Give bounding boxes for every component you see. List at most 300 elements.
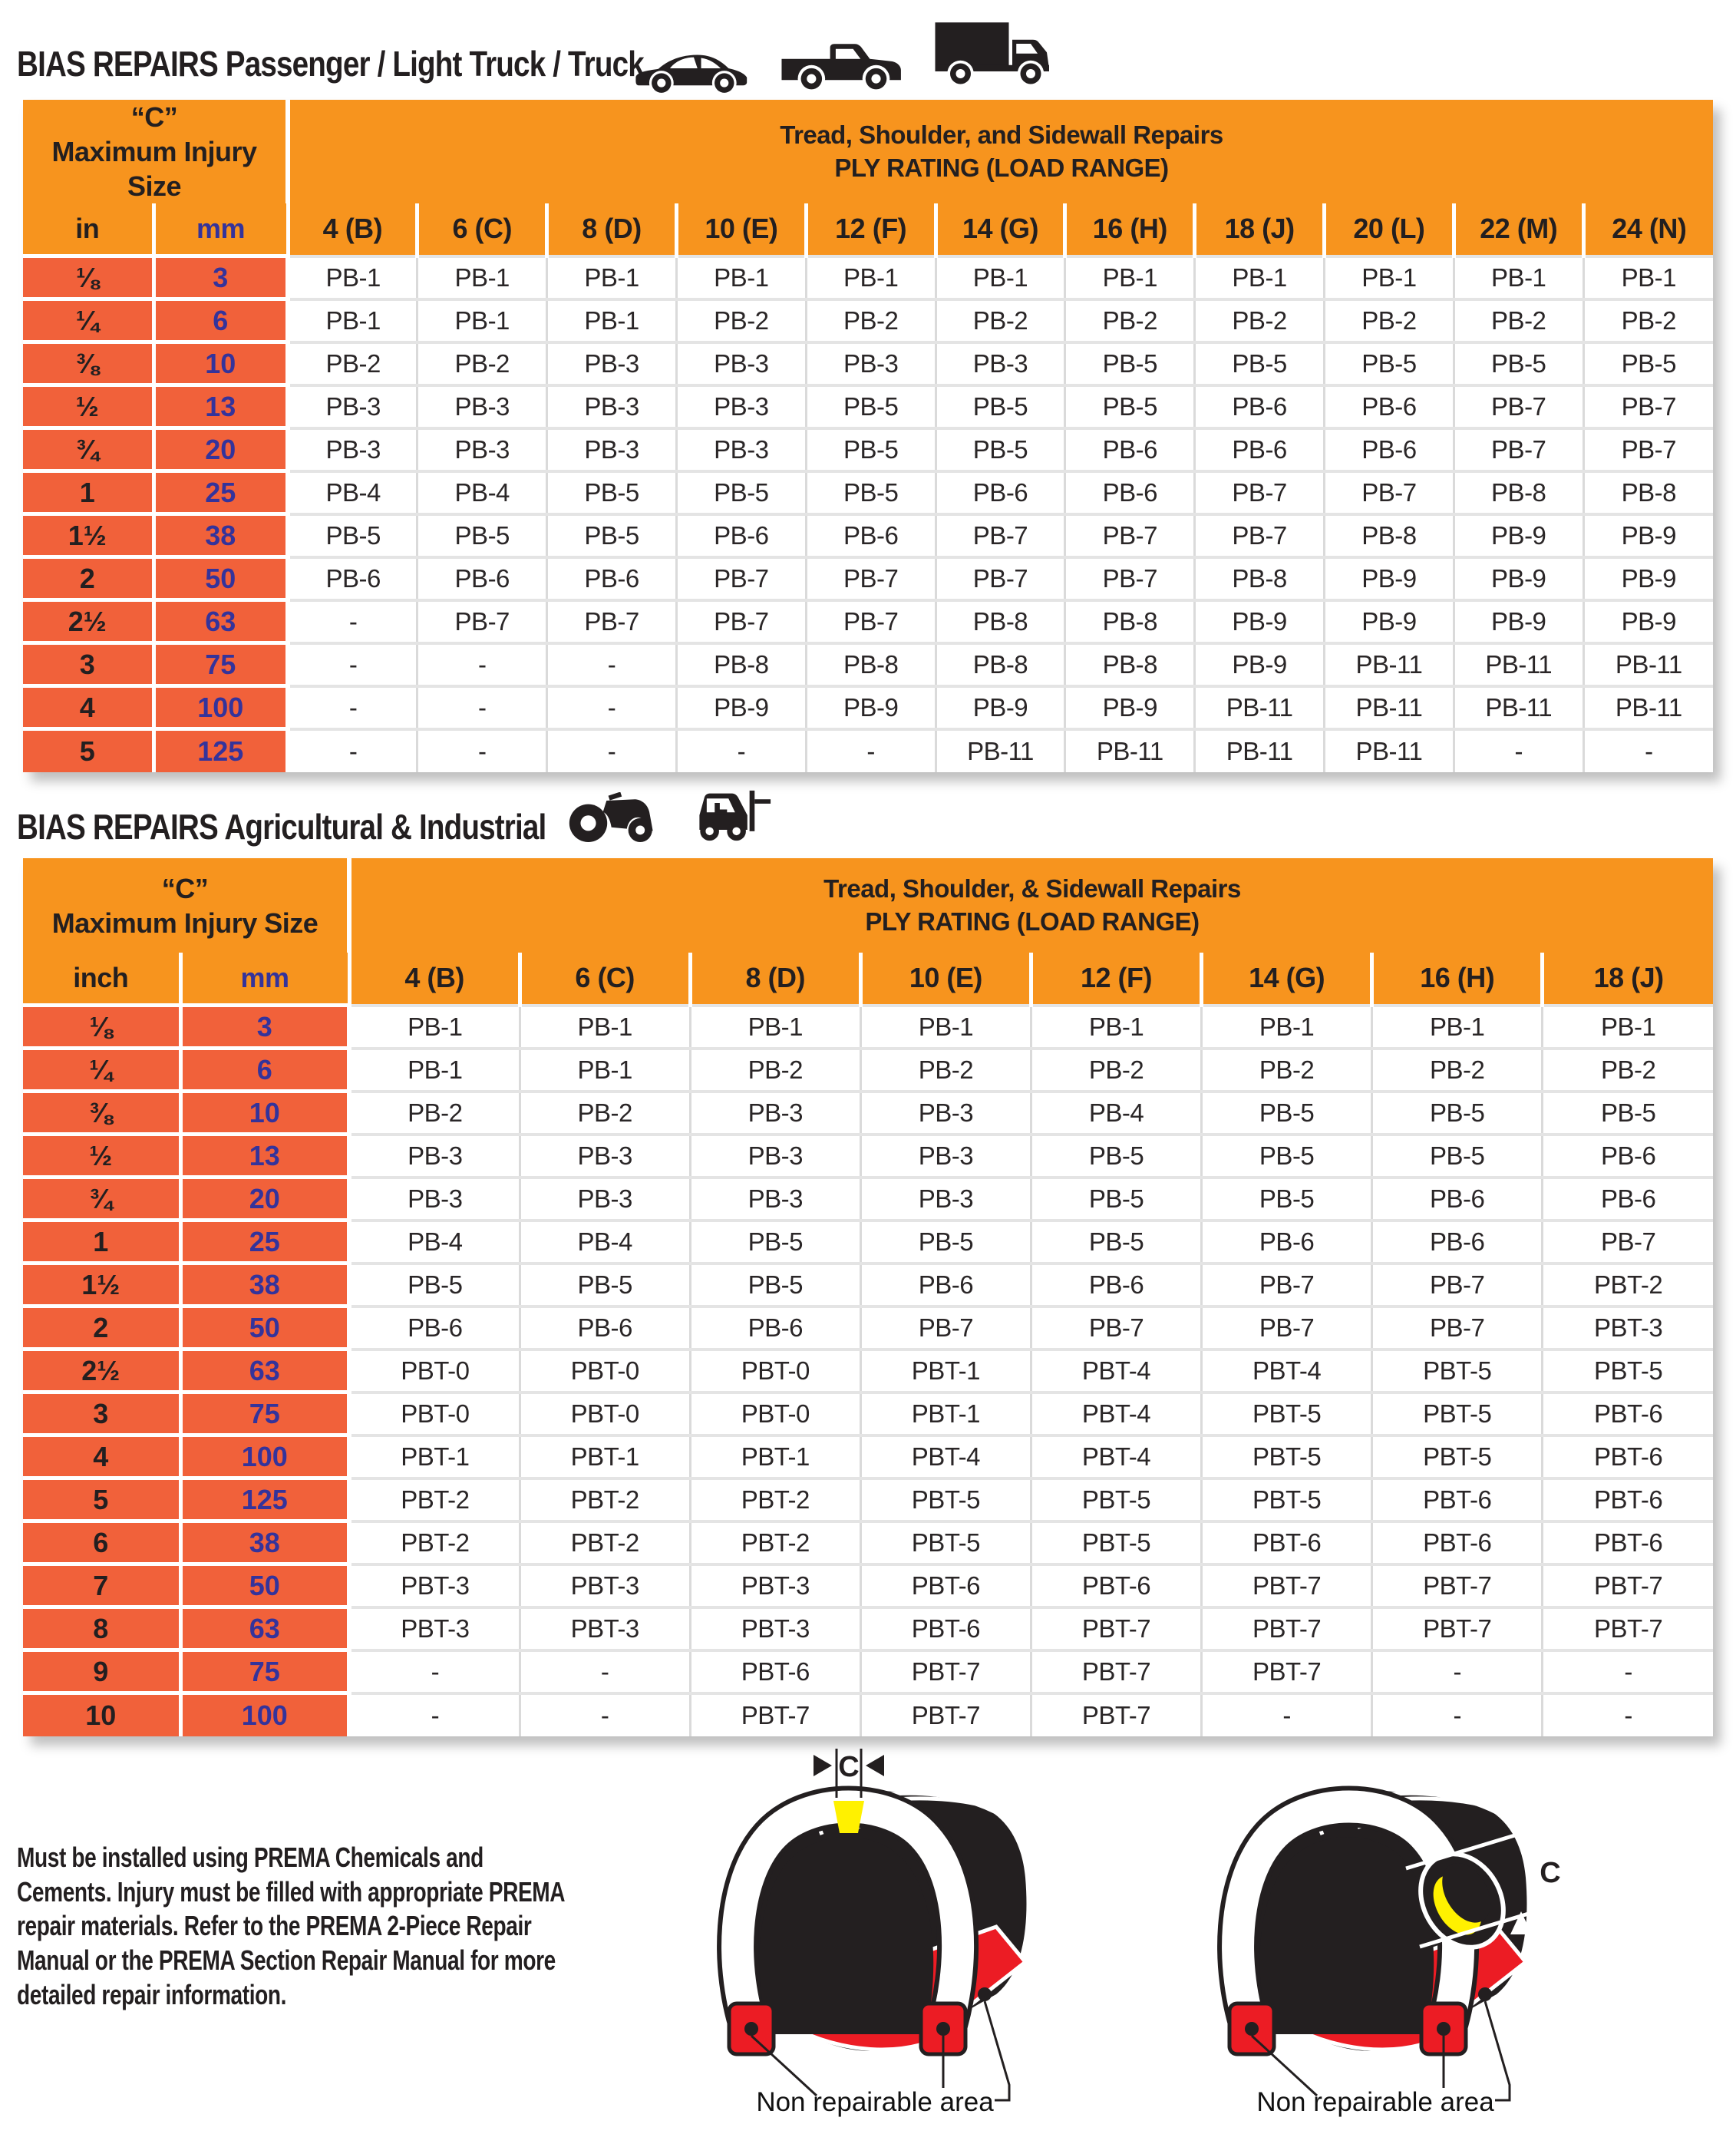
table-row — [23, 1092, 1713, 1135]
repair-unit-cell: PB-1 — [1325, 256, 1454, 299]
repair-unit-cell: - — [1454, 729, 1583, 772]
bias-passenger-table — [23, 100, 1713, 772]
repair-unit-cell: PB-8 — [1325, 514, 1454, 557]
repair-unit-cell: PBT-5 — [1202, 1435, 1372, 1478]
car-icon — [629, 41, 752, 95]
table-row — [23, 1607, 1713, 1650]
col-header-ply: 18 (J) — [1195, 203, 1325, 256]
injury-size-mm-cell: 20 — [180, 1178, 349, 1221]
injury-size-cell: 4 — [23, 686, 153, 729]
repair-unit-cell: - — [417, 686, 547, 729]
repair-unit-cell: PBT-4 — [860, 1435, 1031, 1478]
repair-unit-cell: PB-2 — [1543, 1049, 1713, 1092]
injury-size-cell: 1 — [23, 1221, 180, 1264]
repair-unit-cell: PB-5 — [1065, 342, 1195, 385]
injury-size-cell: ¾ — [23, 1178, 180, 1221]
repair-unit-cell: PBT-6 — [860, 1564, 1031, 1607]
injury-size-mm-cell: 50 — [180, 1564, 349, 1607]
repair-unit-cell: PB-1 — [936, 256, 1065, 299]
repair-unit-cell: PB-7 — [417, 600, 547, 643]
repair-unit-cell: PB-5 — [349, 1264, 520, 1306]
col-header-ply: 16 (H) — [1372, 953, 1543, 1006]
repair-unit-cell: PB-8 — [936, 643, 1065, 686]
repair-unit-cell: PBT-5 — [860, 1521, 1031, 1564]
injury-size-mm-cell: 50 — [180, 1306, 349, 1349]
col-header-mm: mm — [180, 953, 349, 1006]
col-header-ply: 16 (H) — [1065, 203, 1195, 256]
repair-unit-cell: PBT-6 — [1202, 1521, 1372, 1564]
passenger-vehicle-icons — [629, 11, 1058, 95]
repair-unit-cell: PB-1 — [520, 1049, 690, 1092]
injury-size-mm-cell: 13 — [153, 385, 288, 428]
repair-unit-cell: PB-8 — [1065, 643, 1195, 686]
repair-unit-cell: - — [349, 1693, 520, 1736]
repair-unit-cell: PB-7 — [806, 600, 936, 643]
repair-unit-cell: - — [288, 686, 417, 729]
col-header-in: in — [23, 203, 153, 256]
repair-unit-cell: PBT-4 — [1031, 1349, 1201, 1392]
table-row — [23, 1650, 1713, 1693]
injury-size-cell: ¾ — [23, 428, 153, 471]
injury-size-mm-cell: 13 — [180, 1135, 349, 1178]
repair-unit-cell: PB-6 — [1325, 385, 1454, 428]
repair-unit-cell: PBT-3 — [520, 1564, 690, 1607]
repair-unit-cell: PBT-0 — [349, 1349, 520, 1392]
repairs-span-label: Tread, Shoulder, & Sidewall Repairs — [823, 874, 1241, 903]
repair-unit-cell: PB-3 — [349, 1178, 520, 1221]
col-header-ply: 12 (F) — [806, 203, 936, 256]
injury-size-cell: 2½ — [23, 1349, 180, 1392]
repair-unit-cell: PB-6 — [520, 1306, 690, 1349]
repair-unit-cell: PB-3 — [806, 342, 936, 385]
repair-unit-cell: PB-6 — [860, 1264, 1031, 1306]
repair-unit-cell: PB-5 — [1202, 1178, 1372, 1221]
col-header-ply: 14 (G) — [936, 203, 1065, 256]
repair-unit-cell: PBT-3 — [1543, 1306, 1713, 1349]
repair-unit-cell: - — [520, 1650, 690, 1693]
injury-size-cell: ⅜ — [23, 342, 153, 385]
repair-unit-cell: PB-5 — [690, 1264, 860, 1306]
repair-unit-cell: PB-6 — [1543, 1135, 1713, 1178]
repair-unit-cell: PB-11 — [1583, 686, 1713, 729]
repair-unit-cell: PBT-2 — [690, 1521, 860, 1564]
repair-unit-cell: PB-1 — [520, 1006, 690, 1049]
ply-rating-label: PLY RATING (LOAD RANGE) — [834, 153, 1169, 182]
injury-size-mm-cell: 20 — [153, 428, 288, 471]
repair-unit-cell: PB-7 — [1454, 385, 1583, 428]
repair-unit-cell: PB-1 — [1543, 1006, 1713, 1049]
repair-unit-cell: PB-2 — [860, 1049, 1031, 1092]
max-injury-size-label: Maximum Injury Size — [51, 907, 318, 939]
repair-unit-cell: PB-6 — [936, 471, 1065, 514]
repair-unit-cell: PB-6 — [1065, 428, 1195, 471]
repair-unit-cell: - — [676, 729, 806, 772]
repair-unit-cell: PB-5 — [1372, 1135, 1543, 1178]
repair-unit-cell: PB-1 — [860, 1006, 1031, 1049]
table-row — [23, 299, 1713, 342]
table-row — [23, 1049, 1713, 1092]
repair-unit-cell: PB-9 — [1195, 600, 1325, 643]
table-row — [23, 1435, 1713, 1478]
repair-unit-cell: PBT-7 — [1031, 1650, 1201, 1693]
injury-size-cell: ½ — [23, 1135, 180, 1178]
repair-unit-cell: PB-5 — [1454, 342, 1583, 385]
injury-size-mm-cell: 38 — [153, 514, 288, 557]
repair-unit-cell: PB-5 — [1202, 1092, 1372, 1135]
repair-unit-cell: PBT-6 — [1372, 1521, 1543, 1564]
c-label-header: “C” — [130, 101, 178, 133]
repair-unit-cell: PB-3 — [860, 1178, 1031, 1221]
tire-sidewall-injury-diagram — [1167, 1741, 1581, 2125]
repair-unit-cell: - — [1372, 1650, 1543, 1693]
repair-unit-cell: PBT-6 — [1543, 1478, 1713, 1521]
repair-unit-cell: PB-6 — [417, 557, 547, 600]
c-dimension-label: C — [838, 1751, 860, 1783]
repair-unit-cell: - — [1543, 1650, 1713, 1693]
repair-unit-cell: PB-3 — [690, 1135, 860, 1178]
repair-unit-cell: PB-3 — [547, 342, 677, 385]
repair-unit-cell: PB-11 — [1065, 729, 1195, 772]
repair-unit-cell: PB-1 — [417, 299, 547, 342]
table-row — [23, 643, 1713, 686]
injury-size-cell: 9 — [23, 1650, 180, 1693]
injury-size-mm-cell: 75 — [180, 1650, 349, 1693]
repair-unit-cell: PB-2 — [288, 342, 417, 385]
repair-unit-cell: PBT-0 — [690, 1392, 860, 1435]
repair-unit-cell: PB-9 — [936, 686, 1065, 729]
injury-size-mm-cell: 63 — [180, 1349, 349, 1392]
box-truck-icon — [932, 11, 1058, 95]
col-header-ply: 8 (D) — [690, 953, 860, 1006]
col-header-ply: 14 (G) — [1202, 953, 1372, 1006]
table-row — [23, 1306, 1713, 1349]
repair-unit-cell: PB-11 — [936, 729, 1065, 772]
repair-unit-cell: PB-1 — [676, 256, 806, 299]
repair-unit-cell: PB-2 — [806, 299, 936, 342]
repair-unit-cell: PB-2 — [1065, 299, 1195, 342]
repair-unit-cell: PB-7 — [1195, 514, 1325, 557]
repair-unit-cell: PB-5 — [806, 471, 936, 514]
repair-unit-cell: - — [547, 729, 677, 772]
repair-unit-cell: - — [1202, 1693, 1372, 1736]
table-row — [23, 428, 1713, 471]
repair-unit-cell: PB-3 — [860, 1092, 1031, 1135]
repair-unit-cell: PB-9 — [1454, 514, 1583, 557]
repair-unit-cell: PB-1 — [806, 256, 936, 299]
repair-unit-cell: PB-3 — [690, 1092, 860, 1135]
repairs-span-label: Tread, Shoulder, and Sidewall Repairs — [780, 120, 1223, 149]
repair-unit-cell: PB-9 — [1583, 600, 1713, 643]
repair-unit-cell: PBT-2 — [349, 1521, 520, 1564]
repair-unit-cell: PBT-7 — [860, 1693, 1031, 1736]
repair-unit-cell: PB-5 — [1031, 1135, 1201, 1178]
repair-unit-cell: PB-9 — [1325, 600, 1454, 643]
non-repairable-label: Non repairable area — [1256, 2087, 1494, 2117]
repair-unit-cell: PBT-1 — [860, 1392, 1031, 1435]
repair-unit-cell: PBT-7 — [1372, 1564, 1543, 1607]
col-header-ply: 20 (L) — [1325, 203, 1454, 256]
repair-unit-cell: PB-6 — [690, 1306, 860, 1349]
repair-unit-cell: PB-7 — [1031, 1306, 1201, 1349]
injury-size-cell: ½ — [23, 385, 153, 428]
repair-unit-cell: PB-11 — [1325, 729, 1454, 772]
repair-unit-cell: PB-6 — [288, 557, 417, 600]
repair-unit-cell: PB-2 — [1454, 299, 1583, 342]
c-dimension-label: C — [1540, 1857, 1561, 1889]
repair-unit-cell: PBT-6 — [1031, 1564, 1201, 1607]
repair-unit-cell: PBT-5 — [1372, 1349, 1543, 1392]
injury-size-mm-cell: 6 — [153, 299, 288, 342]
section2-title: BIAS REPAIRS Agricultural & Industrial — [17, 807, 546, 847]
tire-crown-injury-diagram — [666, 1741, 1081, 2125]
injury-size-cell: ⅛ — [23, 256, 153, 299]
repair-unit-cell: PB-8 — [676, 643, 806, 686]
repair-unit-cell: PB-7 — [860, 1306, 1031, 1349]
repair-unit-cell: PB-7 — [547, 600, 677, 643]
repair-unit-cell: PB-7 — [1202, 1306, 1372, 1349]
repair-unit-cell: PB-3 — [349, 1135, 520, 1178]
table-row — [23, 1693, 1713, 1736]
injury-size-mm-cell: 75 — [153, 643, 288, 686]
repair-unit-cell: PB-11 — [1454, 643, 1583, 686]
c-label-header: “C” — [161, 872, 209, 904]
injury-size-mm-cell: 25 — [180, 1221, 349, 1264]
repair-unit-cell: PB-7 — [676, 557, 806, 600]
col-header-ply: 24 (N) — [1583, 203, 1713, 256]
repair-unit-cell: PB-2 — [936, 299, 1065, 342]
injury-size-cell: 6 — [23, 1521, 180, 1564]
repair-unit-cell: PB-2 — [690, 1049, 860, 1092]
repair-unit-cell: PB-5 — [547, 471, 677, 514]
repair-unit-cell: PB-1 — [1031, 1006, 1201, 1049]
col-header-ply: 10 (E) — [860, 953, 1031, 1006]
repair-unit-cell: - — [288, 729, 417, 772]
repair-unit-cell: PB-2 — [1325, 299, 1454, 342]
repair-unit-cell: PB-1 — [547, 256, 677, 299]
repair-unit-cell: PBT-0 — [520, 1349, 690, 1392]
repair-unit-cell: PB-9 — [1583, 557, 1713, 600]
injury-size-cell: 10 — [23, 1693, 180, 1736]
injury-size-cell: 1½ — [23, 514, 153, 557]
repair-unit-cell: PB-3 — [676, 428, 806, 471]
table-row — [23, 1478, 1713, 1521]
repair-unit-cell: - — [288, 600, 417, 643]
injury-size-cell: ⅛ — [23, 1006, 180, 1049]
repair-unit-cell: PB-4 — [288, 471, 417, 514]
table-row — [23, 686, 1713, 729]
table-row — [23, 1178, 1713, 1221]
repair-unit-cell: PB-1 — [417, 256, 547, 299]
repair-unit-cell: PBT-7 — [1543, 1607, 1713, 1650]
repair-unit-cell: PB-4 — [417, 471, 547, 514]
repair-unit-cell: PB-3 — [676, 385, 806, 428]
ply-rating-label: PLY RATING (LOAD RANGE) — [865, 907, 1200, 936]
table-row — [23, 1221, 1713, 1264]
injury-size-mm-cell: 63 — [153, 600, 288, 643]
injury-size-mm-cell: 25 — [153, 471, 288, 514]
col-header-ply: 6 (C) — [417, 203, 547, 256]
repair-unit-cell: PB-7 — [936, 514, 1065, 557]
repair-unit-cell: PB-5 — [860, 1221, 1031, 1264]
injury-size-mm-cell: 6 — [180, 1049, 349, 1092]
repair-unit-cell: PB-5 — [1372, 1092, 1543, 1135]
ply-rating-header — [288, 100, 1713, 203]
repair-unit-cell: - — [417, 729, 547, 772]
repair-unit-cell: PB-8 — [1454, 471, 1583, 514]
repair-unit-cell: PB-2 — [417, 342, 547, 385]
injury-size-cell: 3 — [23, 643, 153, 686]
injury-size-header — [23, 100, 288, 203]
repair-unit-cell: PB-6 — [1202, 1221, 1372, 1264]
repair-unit-cell: PB-9 — [1325, 557, 1454, 600]
injury-size-cell: 8 — [23, 1607, 180, 1650]
repair-unit-cell: PB-3 — [520, 1135, 690, 1178]
repair-unit-cell: PB-1 — [1583, 256, 1713, 299]
injury-size-cell: 4 — [23, 1435, 180, 1478]
injury-size-cell: 5 — [23, 1478, 180, 1521]
repair-unit-cell: PB-5 — [547, 514, 677, 557]
repair-unit-cell: PB-6 — [806, 514, 936, 557]
bias-agricultural-table-body — [23, 1006, 1713, 1736]
repair-unit-cell: PB-3 — [860, 1135, 1031, 1178]
repair-unit-cell: PBT-6 — [690, 1650, 860, 1693]
repair-unit-cell: PBT-6 — [860, 1607, 1031, 1650]
repair-unit-cell: - — [547, 686, 677, 729]
table-header-row — [23, 858, 1713, 953]
repair-unit-cell: PB-3 — [520, 1178, 690, 1221]
injury-size-mm-cell: 75 — [180, 1392, 349, 1435]
repair-unit-cell: PB-7 — [1454, 428, 1583, 471]
col-header-ply: 4 (B) — [349, 953, 520, 1006]
table-row — [23, 1349, 1713, 1392]
repair-unit-cell: PB-5 — [806, 385, 936, 428]
repair-unit-cell: PBT-0 — [690, 1349, 860, 1392]
repair-unit-cell: PBT-7 — [1031, 1693, 1201, 1736]
table-row — [23, 385, 1713, 428]
repair-unit-cell: PB-7 — [676, 600, 806, 643]
table-row — [23, 1264, 1713, 1306]
repair-unit-cell: PBT-7 — [1031, 1607, 1201, 1650]
repair-unit-cell: PB-9 — [806, 686, 936, 729]
injury-size-cell: ¼ — [23, 299, 153, 342]
repair-unit-cell: PB-5 — [806, 428, 936, 471]
repair-unit-cell: PB-6 — [1372, 1178, 1543, 1221]
repair-unit-cell: PB-7 — [1583, 428, 1713, 471]
bias-passenger-table-body — [23, 256, 1713, 772]
repair-unit-cell: PB-3 — [417, 385, 547, 428]
repair-unit-cell: PBT-4 — [1031, 1435, 1201, 1478]
injury-size-mm-cell: 100 — [180, 1435, 349, 1478]
repair-unit-cell: PBT-5 — [1202, 1392, 1372, 1435]
repair-unit-cell: PB-9 — [676, 686, 806, 729]
repair-unit-cell: PBT-3 — [349, 1564, 520, 1607]
repair-unit-cell: PBT-5 — [1372, 1435, 1543, 1478]
injury-size-mm-cell: 38 — [180, 1264, 349, 1306]
repair-unit-cell: PBT-0 — [349, 1392, 520, 1435]
repair-unit-cell: PB-3 — [547, 428, 677, 471]
injury-size-mm-cell: 100 — [153, 686, 288, 729]
repair-unit-cell: PB-11 — [1195, 686, 1325, 729]
repair-unit-cell: PBT-4 — [1202, 1349, 1372, 1392]
injury-size-cell: 1½ — [23, 1264, 180, 1306]
repair-unit-cell: PB-3 — [288, 428, 417, 471]
table-header-row — [23, 100, 1713, 203]
repair-unit-cell: PB-1 — [349, 1006, 520, 1049]
repair-unit-cell: PB-1 — [288, 256, 417, 299]
repair-unit-cell: PB-7 — [1372, 1306, 1543, 1349]
repair-unit-cell: PB-3 — [676, 342, 806, 385]
injury-size-cell: 2½ — [23, 600, 153, 643]
repair-unit-cell: PB-1 — [349, 1049, 520, 1092]
repair-unit-cell: PB-8 — [1583, 471, 1713, 514]
repair-unit-cell: PB-2 — [520, 1092, 690, 1135]
repair-unit-cell: PB-3 — [288, 385, 417, 428]
forklift-icon — [691, 789, 772, 843]
table-row — [23, 1392, 1713, 1435]
injury-size-cell: ⅜ — [23, 1092, 180, 1135]
repair-unit-cell: PB-2 — [1583, 299, 1713, 342]
repair-unit-cell: PB-3 — [417, 428, 547, 471]
injury-size-mm-cell: 10 — [153, 342, 288, 385]
injury-size-cell: 7 — [23, 1564, 180, 1607]
repair-unit-cell: PBT-5 — [1543, 1349, 1713, 1392]
repair-unit-cell: PBT-2 — [520, 1521, 690, 1564]
injury-size-mm-cell: 63 — [180, 1607, 349, 1650]
agricultural-vehicle-icons — [568, 789, 772, 843]
col-header-ply: 12 (F) — [1031, 953, 1201, 1006]
repair-unit-cell: PB-9 — [1583, 514, 1713, 557]
injury-size-cell: 5 — [23, 729, 153, 772]
repair-unit-cell: PBT-7 — [1543, 1564, 1713, 1607]
repair-unit-cell: PB-11 — [1583, 643, 1713, 686]
pickup-truck-icon — [777, 34, 907, 95]
repair-unit-cell: PB-7 — [1195, 471, 1325, 514]
repair-unit-cell: PB-9 — [1454, 557, 1583, 600]
repair-unit-cell: PB-9 — [1454, 600, 1583, 643]
table-row — [23, 1135, 1713, 1178]
repair-unit-cell: PB-1 — [1065, 256, 1195, 299]
repair-unit-cell: - — [417, 643, 547, 686]
col-header-inch: inch — [23, 953, 180, 1006]
repair-unit-cell: PB-11 — [1325, 686, 1454, 729]
repair-unit-cell: - — [349, 1650, 520, 1693]
repair-unit-cell: PB-5 — [936, 385, 1065, 428]
repair-unit-cell: PBT-0 — [520, 1392, 690, 1435]
repair-unit-cell: PBT-5 — [1202, 1478, 1372, 1521]
section1-title: BIAS REPAIRS Passenger / Light Truck / Truck — [17, 44, 644, 84]
repair-unit-cell: PB-8 — [1065, 600, 1195, 643]
col-header-ply: 18 (J) — [1543, 953, 1713, 1006]
repair-unit-cell: PBT-3 — [690, 1607, 860, 1650]
repair-unit-cell: PB-2 — [1202, 1049, 1372, 1092]
repair-unit-cell: PBT-6 — [1543, 1435, 1713, 1478]
repair-unit-cell: PB-6 — [1195, 385, 1325, 428]
table-row — [23, 557, 1713, 600]
repair-unit-cell: PB-3 — [690, 1178, 860, 1221]
repair-unit-cell: PBT-7 — [1202, 1607, 1372, 1650]
installation-note: Must be installed using PREMA Chemicals and Cements. Injury must be filled with appropriate PREMA repair materials. Refer to the PREMA 2-Piece Repair Manual or the PREMA Section Repair Manual for more detailed repair information. — [17, 1842, 565, 2010]
repair-unit-cell: PBT-5 — [1031, 1478, 1201, 1521]
injury-size-mm-cell: 125 — [153, 729, 288, 772]
repair-unit-cell: PB-1 — [288, 299, 417, 342]
repair-unit-cell: PB-1 — [1372, 1006, 1543, 1049]
repair-unit-cell: - — [1372, 1693, 1543, 1736]
injury-size-mm-cell: 3 — [180, 1006, 349, 1049]
ply-rating-header — [349, 858, 1713, 953]
repair-unit-cell: PBT-5 — [860, 1478, 1031, 1521]
non-repairable-label: Non repairable area — [756, 2087, 994, 2117]
repair-unit-cell: PB-6 — [349, 1306, 520, 1349]
